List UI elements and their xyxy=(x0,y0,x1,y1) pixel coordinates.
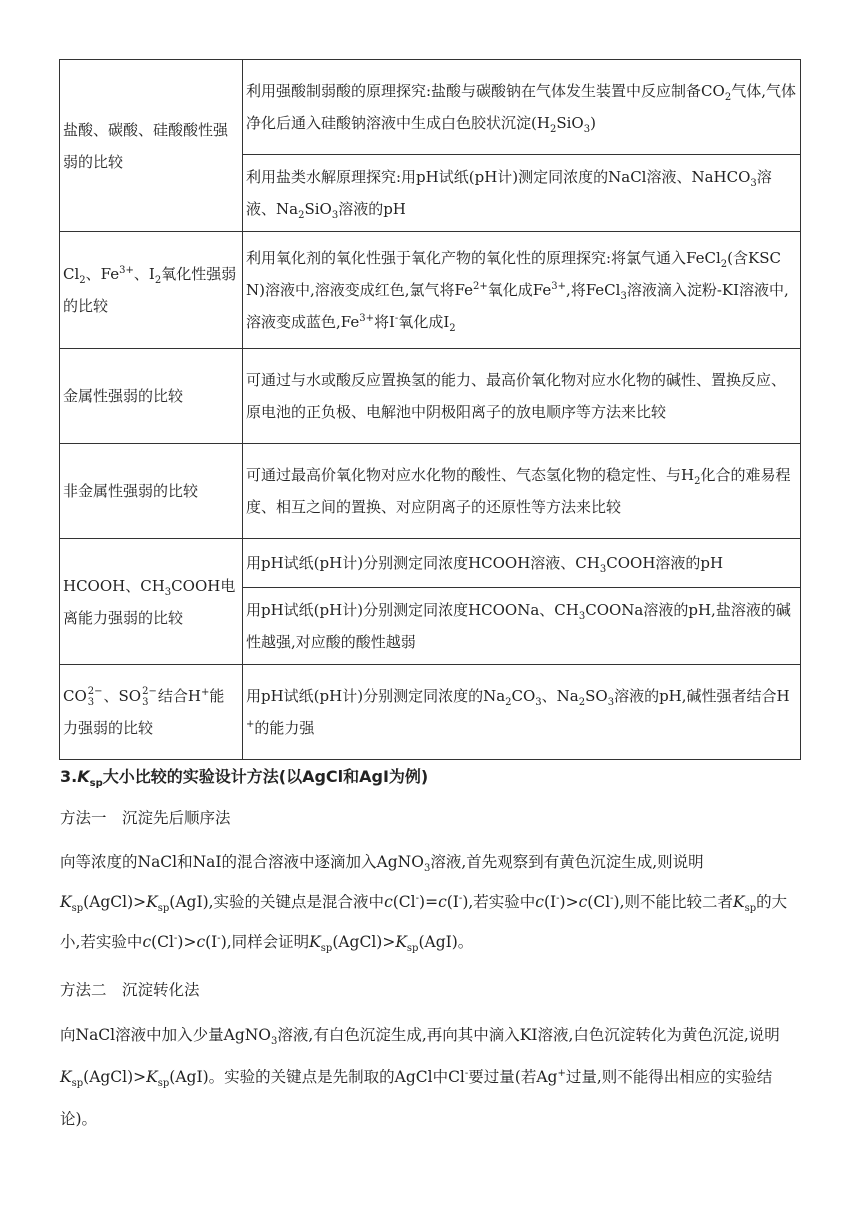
text: 的大小,若实验中 xyxy=(60,893,788,951)
text: 溶液的pH,碱性强者结合H xyxy=(614,687,790,705)
text: (AgI)。实验的关键点是先制取的AgCl中Cl xyxy=(169,1068,465,1086)
subscript: 2 xyxy=(79,275,86,286)
method-cell xyxy=(243,444,801,539)
method-cell xyxy=(243,155,801,232)
text: 氧化成I xyxy=(398,313,450,331)
subscript: 3 xyxy=(607,697,615,708)
text: (含KSCN)溶液中,溶液变成红色,氯气将Fe xyxy=(246,249,781,299)
subscript: 3 xyxy=(599,564,607,575)
text: (Cl xyxy=(587,893,611,911)
text: (AgI),实验的关键点是混合液中 xyxy=(169,893,385,911)
superscript: - xyxy=(458,892,463,904)
superscript: 2+ xyxy=(472,281,488,292)
text: 、SO xyxy=(103,687,142,705)
text: 将I xyxy=(373,313,395,331)
subscript: sp xyxy=(406,943,419,955)
superscript: 3+ xyxy=(551,281,566,292)
text: (AgI)。 xyxy=(418,933,474,951)
text: ,将FeCl xyxy=(565,281,621,299)
subscript: sp xyxy=(71,903,84,915)
text: 溶液,有白色沉淀生成,再向其中滴入KI溶液,白色沉淀转化为黄色沉淀,说明 xyxy=(277,1026,780,1044)
text: 大小比较的实验设计方法(以AgCl和AgI为例) xyxy=(102,767,429,786)
label-text: 金属性强弱的比较 xyxy=(63,387,184,405)
text: SiO xyxy=(304,200,332,218)
text: ),同样会证明 xyxy=(220,933,310,951)
text: K xyxy=(77,767,90,786)
superscript: 2− xyxy=(142,686,157,697)
text: 利用强酸制弱酸的原理探究:盐酸与碳酸钠在气体发生装置中反应制备CO xyxy=(246,82,725,100)
text: HCOOH、CH xyxy=(63,576,165,595)
text: (AgCl)> xyxy=(83,893,147,911)
subscript: 2 xyxy=(578,697,586,708)
text: (AgCl)> xyxy=(332,933,396,951)
text: c xyxy=(535,893,544,911)
subscript: 3 xyxy=(331,210,339,221)
superscript: - xyxy=(394,313,399,324)
text: 结合H xyxy=(157,687,201,705)
text: )> xyxy=(559,893,579,911)
text: SiO xyxy=(556,114,584,132)
row-label xyxy=(60,665,243,760)
row-label xyxy=(60,539,243,665)
subscript: 3 xyxy=(578,611,586,622)
text: )= xyxy=(419,893,439,911)
text: 利用盐类水解原理探究:用pH试纸(pH计)测定同浓度的NaCl溶液、NaHCO xyxy=(246,168,751,186)
text: 氧化性强弱的比较 xyxy=(63,265,237,315)
table-row xyxy=(60,349,801,444)
text: 化合的难易程度、相互之间的置换、对应阴离子的还原性等方法来比较 xyxy=(246,466,791,516)
text: 能力强弱的比较 xyxy=(63,687,225,737)
text: K xyxy=(60,893,72,911)
comparison-table xyxy=(59,59,801,760)
text: K xyxy=(146,893,158,911)
text: K xyxy=(60,1068,72,1086)
method-cell xyxy=(243,665,801,760)
text: 可通过与水或酸反应置换氢的能力、最高价氧化物对应水化物的碱性、置换反应、原电池的正负极、电解池中阴极阳离子的放电顺序等方法来比较 xyxy=(246,371,787,421)
text: CO xyxy=(511,687,536,705)
table-row xyxy=(60,539,801,588)
subscript: sp xyxy=(320,943,333,955)
method-cell xyxy=(243,588,801,665)
subscript: 3 xyxy=(535,697,542,708)
text: 、Fe xyxy=(85,265,120,283)
text: 氧化成Fe xyxy=(487,281,552,299)
text: 气体,气体净化后通入硅酸钠溶液中生成白色胶状沉淀(H xyxy=(246,82,796,132)
subscript: 2 xyxy=(449,323,456,334)
subscript: sp xyxy=(157,903,170,915)
text: 溶液的pH xyxy=(338,200,406,218)
text: COOH溶液的pH xyxy=(606,554,724,572)
superscript: 2− xyxy=(87,686,103,697)
text: (Cl xyxy=(392,893,416,911)
subscript: 2 xyxy=(724,92,732,103)
subscript: 2 xyxy=(154,275,162,286)
superscript: - xyxy=(174,932,178,944)
text: 用pH试纸(pH计)分别测定同浓度的Na xyxy=(246,687,506,705)
method-cell xyxy=(243,539,801,588)
text: K xyxy=(309,933,321,951)
row-label xyxy=(60,60,243,232)
text: (AgCl)> xyxy=(83,1068,147,1086)
label-text: 非金属性强弱的比较 xyxy=(63,482,199,500)
text: (Cl xyxy=(151,933,174,951)
text: 溶液,首先观察到有黄色沉淀生成,则说明 xyxy=(430,853,704,871)
text: )> xyxy=(177,933,197,951)
table-row xyxy=(60,444,801,539)
superscript: - xyxy=(415,892,420,904)
subscript: 3 xyxy=(87,697,95,708)
subscript: 3 xyxy=(423,863,431,875)
text: (I xyxy=(446,893,459,911)
text: 向NaCl溶液中加入少量AgNO xyxy=(60,1026,272,1044)
text: SO xyxy=(585,687,608,705)
row-label xyxy=(60,232,243,349)
text: COOH电离能力强弱的比较 xyxy=(63,576,236,627)
subscript: 3 xyxy=(142,697,149,708)
superscript: - xyxy=(556,892,560,904)
text: ),若实验中 xyxy=(462,893,536,911)
text: 溶液滴入淀粉-KI溶液中,溶液变成蓝色,Fe xyxy=(246,281,789,331)
text: c xyxy=(578,893,588,911)
method-two-paragraph xyxy=(60,1014,802,1140)
text: K xyxy=(733,893,745,911)
superscript: - xyxy=(217,932,221,944)
text: 过量,则不能得出相应的实验结论)。 xyxy=(60,1068,773,1128)
text: K xyxy=(395,933,407,951)
label-text: 盐酸、碳酸、硅酸酸性强弱的比较 xyxy=(63,120,229,171)
subscript: 2 xyxy=(694,476,701,487)
method-cell xyxy=(243,349,801,444)
section-heading xyxy=(60,764,802,790)
text: 向等浓度的NaCl和NaI的混合溶液中逐滴加入AgNO xyxy=(60,853,424,871)
text: 、I xyxy=(133,265,155,283)
text: (I xyxy=(543,893,557,911)
text: 3. xyxy=(60,767,78,786)
subscript: 2 xyxy=(298,210,305,221)
subscript: 3 xyxy=(164,586,172,598)
subscript: 2 xyxy=(720,259,728,270)
text: ) xyxy=(590,114,596,132)
text: 溶液、Na xyxy=(246,168,772,218)
text: (I xyxy=(205,933,218,951)
superscript: 3+ xyxy=(359,313,374,324)
subscript: sp xyxy=(71,1078,84,1090)
method-cell xyxy=(243,232,801,349)
text: 利用氧化剂的氧化性强于氧化产物的氧化性的原理探究:将氯气通入FeCl xyxy=(246,249,721,267)
subscript: 3 xyxy=(620,291,627,302)
superscript: 3+ xyxy=(119,265,134,276)
subscript: 2 xyxy=(505,697,512,708)
text: c xyxy=(384,893,393,911)
text: 的能力强 xyxy=(254,719,315,737)
subscript: 2 xyxy=(549,124,557,135)
superscript: + xyxy=(557,1067,566,1079)
text: 可通过最高价氧化物对应水化物的酸性、气态氢化物的稳定性、与H xyxy=(246,466,695,484)
subscript: sp xyxy=(157,1078,170,1090)
subscript: 3 xyxy=(271,1036,278,1048)
text: K xyxy=(146,1068,158,1086)
row-label xyxy=(60,349,243,444)
text: Cl xyxy=(63,265,80,283)
subscript: 3 xyxy=(750,178,757,189)
superscript: - xyxy=(464,1067,469,1079)
text: ),则不能比较二者 xyxy=(613,893,734,911)
text: COONa溶液的pH,盐溶液的碱性越强,对应酸的酸性越弱 xyxy=(246,601,791,651)
text: 要过量(若Ag xyxy=(468,1068,558,1086)
method-two-title: 方法二 沉淀转化法 xyxy=(60,981,200,999)
method-cell xyxy=(243,60,801,155)
subscript: 3 xyxy=(583,124,591,135)
method-one-paragraph xyxy=(60,842,802,962)
superscript: + xyxy=(246,719,255,730)
text: c xyxy=(438,893,447,911)
text: 用pH试纸(pH计)分别测定同浓度HCOOH溶液、CH xyxy=(246,554,600,572)
superscript: + xyxy=(200,687,210,698)
text: c xyxy=(196,933,206,951)
method-one-title: 方法一 沉淀先后顺序法 xyxy=(60,809,231,827)
row-label xyxy=(60,444,243,539)
table-row xyxy=(60,232,801,349)
subscript: sp xyxy=(89,778,103,790)
text: 用pH试纸(pH计)分别测定同浓度HCOONa、CH xyxy=(246,601,579,619)
table-row xyxy=(60,665,801,760)
text: 、Na xyxy=(541,687,579,705)
text: c xyxy=(142,933,152,951)
superscript: - xyxy=(610,892,614,904)
table-row xyxy=(60,60,801,155)
text: CO xyxy=(63,687,87,705)
subscript: sp xyxy=(744,903,757,915)
